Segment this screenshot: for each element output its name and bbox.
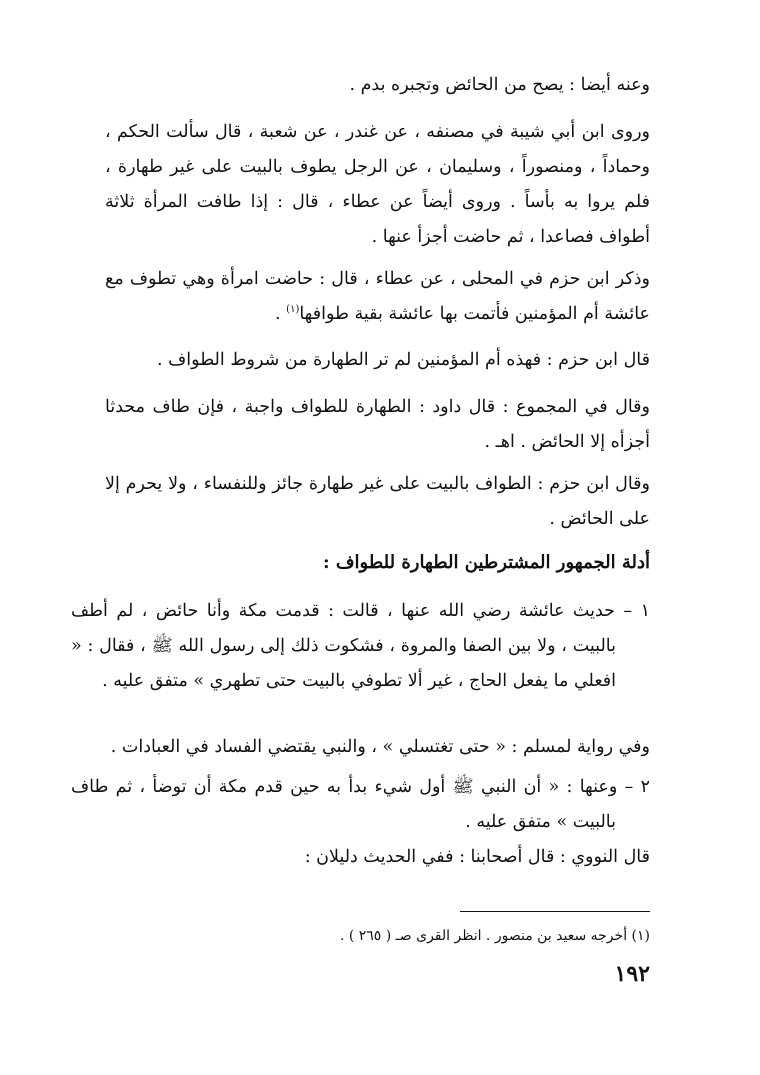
footnote-divider [460, 911, 650, 912]
list-item-2: ٢ – وعنها : « أن النبي ﷺ أول شيء بدأ به حين قدم مكة أن توضأ ، ثم طاف بالبيت » متفق عليه . [71, 777, 650, 832]
page-number: ١٩٢ [614, 961, 650, 987]
footnote: (١) أخرجه سعيد بن منصور . انظر القرى صـ ( ٢٦٥ ) . [339, 928, 650, 944]
paragraph-4: قال ابن حزم : فهذه أم المؤمنين لم تر الطهارة من شروط الطواف . [157, 350, 650, 370]
paragraph-nawawi: قال النووي : قال أصحابنا : ففي الحديث دليلان : [304, 847, 650, 867]
paragraph-muslim-narration: وفي رواية لمسلم : « حتى تغتسلي » ، والنبي يقتضي الفساد في العبادات . [110, 737, 650, 757]
paragraph-6: وقال ابن حزم : الطواف بالبيت على غير طهارة جائز وللنفساء ، ولا يحرم إلا على الحائض . [105, 474, 650, 529]
paragraph-3-text: وذكر ابن حزم في المحلى ، عن عطاء ، قال : حاضت امرأة وهي تطوف مع عائشة أم المؤمنين فأتمت بها عائشة بقية طوافها [105, 269, 650, 324]
section-heading: أدلة الجمهور المشترطين الطهارة للطواف : [322, 552, 650, 573]
paragraph-5: وقال في المجموع : قال داود : الطهارة للطواف واجبة ، فإن طاف محدثا أجزأه إلا الحائض . اهـ . [105, 397, 650, 452]
footnote-reference: (١) [286, 304, 300, 316]
list-item-1: ١ – حديث عائشة رضي الله عنها ، قالت : قدمت مكة وأنا حائض ، لم أطف بالبيت ، ولا بين الصفا والمروة ، فشكوت ذلك إلى رسول الله ﷺ ، فقال : « افعلي ما يفعل الحاج ، غير ألا تطوفي بالبيت حتى تطهري » متفق عليه . [71, 601, 650, 691]
paragraph-3 [105, 262, 650, 332]
paragraph-2: وروى ابن أبي شيبة في مصنفه ، عن غندر ، عن شعبة ، قال سألت الحكم ، وحماداً ، ومنصوراً ، وسليمان ، عن الرجل يطوف بالبيت على غير طهارة ، فلم يروا به بأساً . وروى أيضاً عن عطاء ، قال : إذا طافت المرأة ثلاثة أطواف فصاعدا ، ثم حاضت أجزأ عنها . [105, 122, 650, 247]
paragraph-3-end: . [275, 304, 287, 324]
paragraph-1: وعنه أيضا : يصح من الحائض وتجبره بدم . [349, 75, 650, 95]
